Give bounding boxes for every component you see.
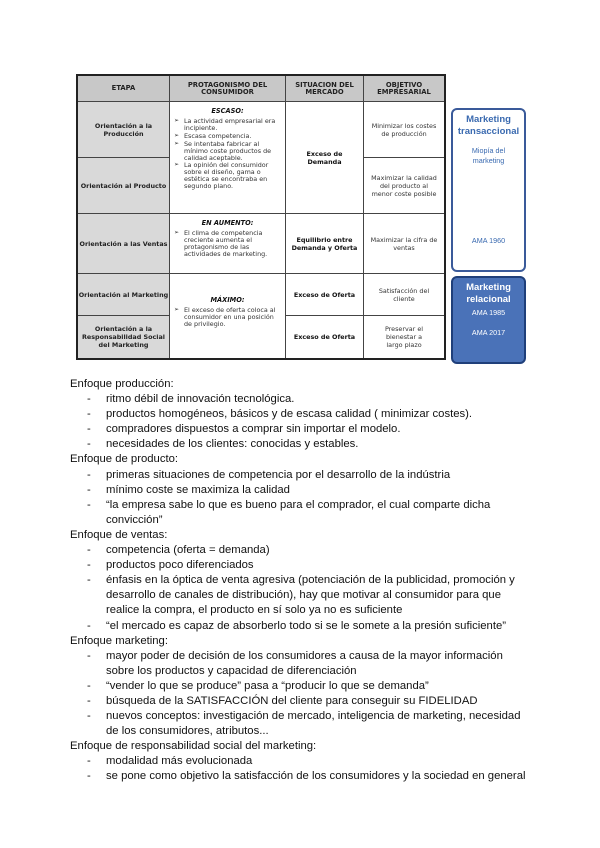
section-heading: Enfoque de producto: bbox=[70, 453, 179, 466]
list-item: ➢ La opinión del consumidor sobre el diseño, gama o estética se encontraba en segundo plano. bbox=[184, 162, 281, 190]
list-item: - nuevos conceptos: investigación de mercado, inteligencia de marketing, necesidad de los consumidores, atributos... bbox=[106, 709, 530, 739]
list-item: ➢ La actividad empresarial era incipiente. bbox=[184, 118, 281, 132]
header-protagonismo: PROTAGONISMO DEL CONSUMIDOR bbox=[170, 76, 286, 102]
list-item: - compradores dispuestos a comprar sin importar el modelo. bbox=[106, 422, 530, 437]
situacion-exceso-demanda: Exceso de Demanda bbox=[286, 102, 364, 214]
section-heading: Enfoque de ventas: bbox=[70, 528, 168, 541]
situacion-exceso-oferta-1: Exceso de Oferta bbox=[286, 274, 364, 316]
transaccional-year: AMA 1960 bbox=[471, 236, 506, 245]
transaccional-subtitle: Miopía del marketing bbox=[471, 146, 506, 165]
protagonismo-title: ESCASO: bbox=[211, 107, 244, 115]
protagonismo-en-aumento bbox=[170, 214, 286, 274]
situacion-equilibrio: Equilibrio entre Demanda y Oferta bbox=[286, 214, 364, 274]
list-item: - “vender lo que se produce” pasa a “producir lo que se demanda” bbox=[106, 679, 530, 694]
transaccional-title: Marketing transaccional bbox=[457, 114, 520, 137]
protagonismo-title: EN AUMENTO: bbox=[201, 219, 254, 227]
section-list bbox=[70, 754, 530, 784]
marketing-transaccional-box bbox=[451, 108, 526, 272]
list-item: - mínimo coste se maximiza la calidad bbox=[106, 483, 530, 498]
list-item: - “el mercado es capaz de absorberlo todo si se le somete a la presión suficiente” bbox=[106, 619, 530, 634]
relacional-year-1: AMA 1985 bbox=[471, 308, 506, 317]
section-list bbox=[70, 392, 530, 452]
notes-body bbox=[70, 377, 530, 785]
objetivo-maximizar-calidad: Maximizar la calidad del producto al menor coste posible bbox=[364, 158, 444, 214]
list-item: - ritmo débil de innovación tecnológica. bbox=[106, 392, 530, 407]
etapa-produccion: Orientación a la Producción bbox=[78, 102, 170, 158]
list-item: - énfasis en la óptica de venta agresiva (potenciación de la publicidad, promoción y desarrollo de canales de distribución), hay que motivar al consumidor para que realice la compra, el producto en sí solo ya no es suficiente bbox=[106, 573, 530, 618]
list-item: - mayor poder de decisión de los consumidores a causa de la mayor información sobre los productos y capacidad de diferenciación bbox=[106, 649, 530, 679]
protagonismo-maximo bbox=[170, 274, 286, 358]
marketing-stages-figure bbox=[76, 74, 526, 364]
stages-table bbox=[76, 74, 446, 360]
list-item: - “la empresa sabe lo que es bueno para el comprador, el cual comparte dicha convicción” bbox=[106, 498, 530, 528]
objetivo-satisfaccion: Satisfacción del cliente bbox=[364, 274, 444, 316]
list-item: - productos poco diferenciados bbox=[106, 558, 530, 573]
section-list bbox=[70, 649, 530, 740]
etapa-marketing: Orientación al Marketing bbox=[78, 274, 170, 316]
objetivo-minimizar-costes: Minimizar los costes de producción bbox=[364, 102, 444, 158]
list-item: - necesidades de los clientes: conocidas y estables. bbox=[106, 437, 530, 452]
protagonismo-escaso bbox=[170, 102, 286, 214]
etapa-responsabilidad: Orientación a la Responsabilidad Social del Marketing bbox=[78, 316, 170, 358]
list-item: ➢ Escasa competencia. bbox=[184, 133, 281, 140]
objetivo-preservar-bienestar: Preservar el bienestar a largo plazo bbox=[384, 325, 424, 349]
list-item: ➢ El exceso de oferta coloca al consumidor en una posición de privilegio. bbox=[184, 307, 281, 328]
objetivo-maximizar-ventas: Maximizar la cifra de ventas bbox=[364, 214, 444, 274]
list-item: - modalidad más evolucionada bbox=[106, 754, 530, 769]
situacion-exceso-oferta-2: Exceso de Oferta bbox=[286, 316, 364, 358]
section-list bbox=[70, 468, 530, 528]
list-item: - búsqueda de la SATISFACCIÓN del cliente para conseguir su FIDELIDAD bbox=[106, 694, 530, 709]
header-etapa: ETAPA bbox=[78, 76, 170, 102]
etapa-ventas: Orientación a las Ventas bbox=[78, 214, 170, 274]
list-item: - competencia (oferta = demanda) bbox=[106, 543, 530, 558]
list-item: - primeras situaciones de competencia por el desarrollo de la indústria bbox=[106, 468, 530, 483]
section-list bbox=[70, 543, 530, 634]
section-heading: Enfoque de responsabilidad social del marketing: bbox=[70, 740, 317, 753]
list-item: - se pone como objetivo la satisfacción de los consumidores y la sociedad en general bbox=[106, 769, 530, 784]
header-situacion: SITUACION DEL MERCADO bbox=[286, 76, 364, 102]
protagonismo-title: MÁXIMO: bbox=[210, 296, 245, 304]
section-heading: Enfoque marketing: bbox=[70, 634, 168, 647]
list-item: ➢ Se intentaba fabricar al mínimo coste productos de calidad aceptable. bbox=[184, 141, 281, 162]
relacional-title: Marketing relacional bbox=[466, 282, 511, 305]
marketing-relacional-box bbox=[451, 276, 526, 364]
list-item: ➢ El clima de competencia creciente aumenta el protagonismo de las actividades de marketing. bbox=[184, 230, 281, 258]
list-item: - productos homogéneos, básicos y de escasa calidad ( minimizar costes). bbox=[106, 407, 530, 422]
section-heading: Enfoque producción: bbox=[70, 378, 174, 390]
header-objetivo: OBJETIVO EMPRESARIAL bbox=[364, 76, 444, 102]
relacional-year-2: AMA 2017 bbox=[471, 328, 506, 337]
etapa-producto: Orientación al Producto bbox=[78, 158, 170, 214]
